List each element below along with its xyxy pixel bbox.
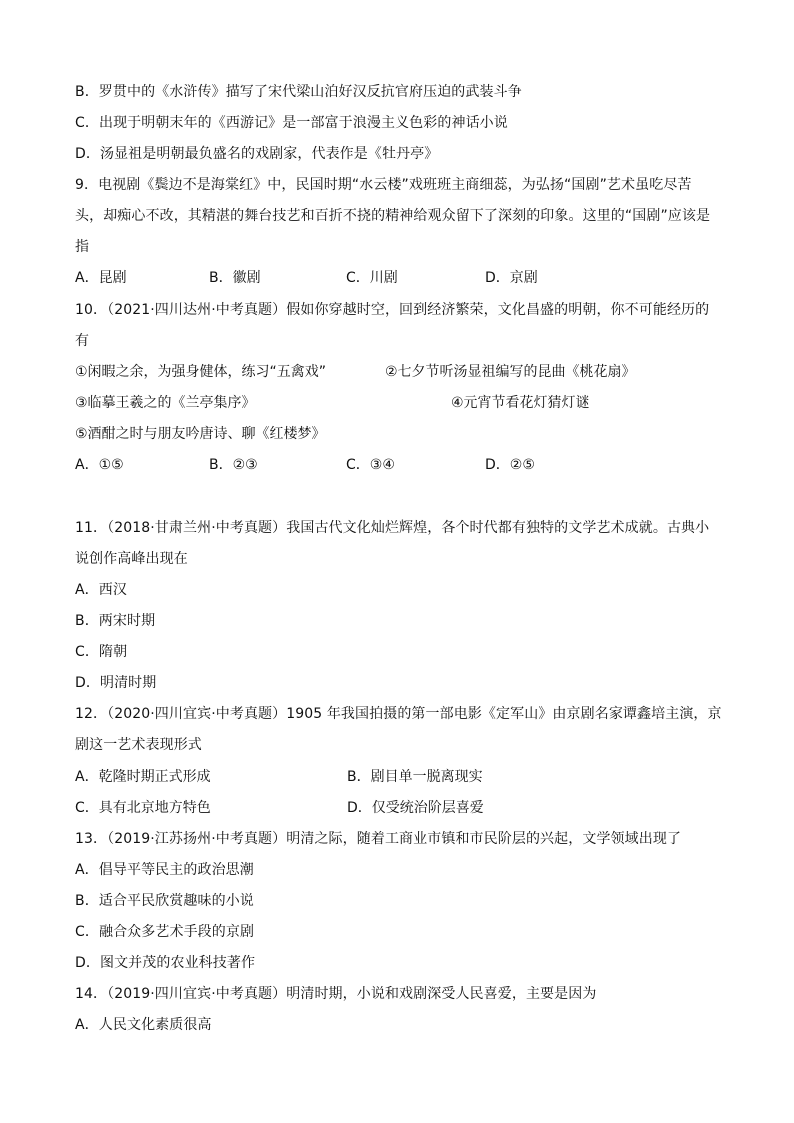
q9-option-c: C．川剧 — [346, 270, 398, 286]
q10-option-b: B．②③ — [209, 457, 258, 473]
question-10-stem-cont: 有 — [75, 333, 90, 349]
q10-item-1: ①闲暇之余，为强身健体，练习“五禽戏” — [75, 364, 327, 380]
question-10-stem: 10．（2021·四川达州·中考真题）假如你穿越时空，回到经济繁荣，文化昌盛的明朝，你不可能经历的 — [75, 302, 710, 318]
q9-option-d: D．京剧 — [485, 270, 538, 286]
question-11-stem: 11．（2018·甘肃兰州·中考真题）我国古代文化灿烂辉煌，各个时代都有独特的文学艺术成就。古典小 — [75, 520, 710, 536]
q11-option-b: B．两宋时期 — [75, 613, 156, 629]
question-9-stem: 9．电视剧《鬓边不是海棠红》中，民国时期“水云楼”戏班班主商细蕊，为弘扬“国剧”艺术虽吃尽苦 — [75, 177, 692, 193]
q11-option-a: A．西汉 — [75, 582, 127, 598]
q10-item-3: ③临摹王羲之的《兰亭集序》 — [75, 395, 256, 411]
q11-option-c: C．隋朝 — [75, 644, 128, 660]
q9-option-a: A．昆剧 — [75, 270, 127, 286]
q11-option-d: D．明清时期 — [75, 675, 157, 691]
option-c: C．出现于明朝末年的《西游记》是一部富于浪漫主义色彩的神话小说 — [75, 115, 508, 131]
question-12-stem: 12．（2020·四川宜宾·中考真题）1905 年我国拍摄的第一部电影《定军山》由京剧名家谭鑫培主演，京 — [75, 706, 722, 722]
q13-option-c: C．融合众多艺术手段的京剧 — [75, 924, 255, 940]
q12-option-d: D．仅受统治阶层喜爱 — [347, 800, 484, 816]
q10-item-4: ④元宵节看花灯猜灯谜 — [451, 395, 590, 411]
q12-option-c: C．具有北京地方特色 — [75, 800, 211, 816]
option-b: B．罗贯中的《水浒传》描写了宋代梁山泊好汉反抗官府压迫的武装斗争 — [75, 84, 522, 100]
question-14-stem: 14．（2019·四川宜宾·中考真题）明清时期，小说和戏剧深受人民喜爱，主要是因为 — [75, 986, 597, 1002]
q13-option-a: A．倡导平等民主的政治思潮 — [75, 862, 254, 878]
option-d: D．汤显祖是明朝最负盛名的戏剧家，代表作是《牡丹亭》 — [75, 146, 439, 162]
q12-option-a: A．乾隆时期正式形成 — [75, 769, 211, 785]
q10-option-a: A．①⑤ — [75, 457, 124, 473]
q10-item-5: ⑤酒酣之时与朋友吟唐诗、聊《红楼梦》 — [75, 426, 326, 442]
q13-option-d: D．图文并茂的农业科技著作 — [75, 955, 256, 971]
question-9-stem-cont: 头，却痴心不改，其精湛的舞台技艺和百折不挠的精神给观众留下了深刻的印象。这里的“国剧”应该是 — [75, 208, 711, 224]
question-9-stem-cont: 指 — [75, 239, 90, 255]
q10-option-d: D．②⑤ — [485, 457, 535, 473]
q13-option-b: B．适合平民欣赏趣味的小说 — [75, 893, 254, 909]
q10-item-2: ②七夕节听汤显祖编写的昆曲《桃花扇》 — [385, 364, 636, 380]
q9-option-b: B．徽剧 — [209, 270, 261, 286]
q10-option-c: C．③④ — [346, 457, 395, 473]
q14-option-a: A．人民文化素质很高 — [75, 1017, 212, 1033]
q12-option-b: B．剧目单一脱离现实 — [347, 769, 483, 785]
question-13-stem: 13．（2019·江苏扬州·中考真题）明清之际，随着工商业市镇和市民阶层的兴起，文学领域出现了 — [75, 831, 682, 847]
question-12-stem-cont: 剧这一艺术表现形式 — [75, 737, 202, 753]
question-11-stem-cont: 说创作高峰出现在 — [75, 551, 188, 567]
